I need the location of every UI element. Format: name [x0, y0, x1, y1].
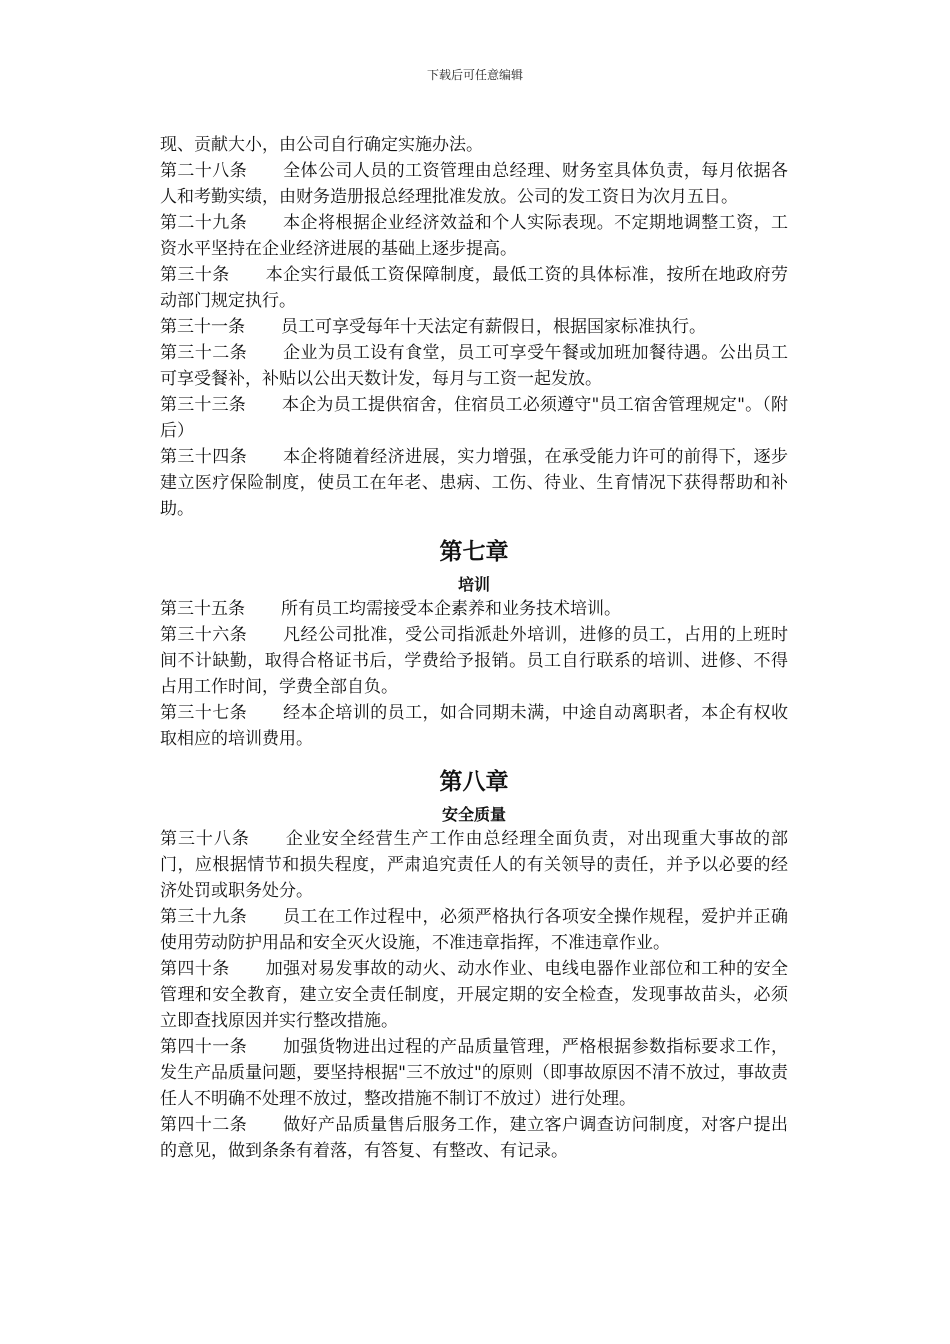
article-number: 第三十八条 [160, 829, 250, 849]
chapter-8-section-title: 安全质量 [441, 805, 506, 824]
article-text: 全体公司人员的工资管理由总经理、财务室具体负责，每月依据各人和考勤实绩，由财务造册报总经理批准发放。公司的发工资日为次月五日。 [160, 161, 789, 207]
article-42 [160, 1112, 788, 1164]
chapter-7-section-title: 培训 [457, 575, 490, 594]
article-text: 员工可享受每年十天法定有薪假日，根据国家标准执行。 [281, 317, 706, 337]
article-number: 第三十条 [160, 265, 230, 285]
article-28 [160, 158, 788, 210]
article-number: 第三十五条 [160, 599, 245, 619]
article-41 [160, 1034, 788, 1112]
article-text: 企业为员工设有食堂，员工可享受午餐或加班加餐待遇。公出员工可享受餐补，补贴以公出天数计发，每月与工资一起发放。 [160, 343, 789, 389]
header-note: 下载后可任意编辑 [426, 68, 523, 82]
article-text: 做好产品质量售后服务工作，建立客户调查访问制度，对客户提出的意见，做到条条有着落，有答复、有整改、有记录。 [160, 1115, 789, 1161]
article-text: 凡经公司批准，受公司指派赴外培训，进修的员工，占用的上班时间不计缺勤，取得合格证书后，学费给予报销。员工自行联系的培训、进修、不得占用工作时间，学费全部自负。 [160, 625, 789, 697]
article-33 [160, 392, 788, 444]
article-text: 所有员工均需接受本企素养和业务技术培训。 [281, 599, 621, 619]
article-30 [160, 262, 788, 314]
article-number: 第三十一条 [160, 317, 245, 337]
article-number: 第四十二条 [160, 1115, 248, 1135]
article-number: 第四十条 [160, 959, 230, 979]
article-number: 第三十三条 [160, 395, 246, 415]
chapter-7-title: 第七章 [439, 539, 509, 565]
article-text: 企业安全经营生产工作由总经理全面负责，对出现重大事故的部门，应根据情节和损失程度，严肃追究责任人的有关领导的责任，并予以必要的经济处罚或职务处分。 [160, 829, 788, 901]
article-number: 第二十九条 [160, 213, 248, 233]
article-40 [160, 956, 788, 1034]
article-text: 本企将根据企业经济效益和个人实际表现。不定期地调整工资，工资水平坚持在企业经济进展的基础上逐步提高。 [160, 213, 789, 259]
article-36 [160, 622, 788, 700]
article-38 [160, 826, 788, 904]
article-37 [160, 700, 788, 752]
article-39 [160, 904, 788, 956]
article-number: 第三十二条 [160, 343, 248, 363]
article-number: 第三十七条 [160, 703, 248, 723]
article-text: 员工在工作过程中，必须严格执行各项安全操作规程，爱护并正确使用劳动防护用品和安全灭火设施，不准违章指挥，不准违章作业。 [160, 907, 789, 953]
article-number: 第三十四条 [160, 447, 248, 467]
article-32 [160, 340, 788, 392]
document-body [160, 132, 788, 1164]
article-number: 第三十六条 [160, 625, 248, 645]
article-31 [160, 314, 788, 340]
article-number: 第二十八条 [160, 161, 248, 181]
article-text: 本企为员工提供宿舍，住宿员工必须遵守"员工宿舍管理规定"。（附后） [160, 395, 789, 441]
article-34 [160, 444, 788, 522]
intro-paragraph: 现、贡献大小，由公司自行确定实施办法。 [160, 135, 483, 155]
article-text: 经本企培训的员工，如合同期未满，中途自动离职者，本企有权收取相应的培训费用。 [160, 703, 789, 749]
article-text: 加强货物进出过程的产品质量管理，严格根据参数指标要求工作，发生产品质量问题，要坚持根据"三不放过"的原则（即事故原因不清不放过，事故责任人不明确不处理不放过，整改措施不制订不放过）进行处理。 [160, 1037, 789, 1109]
chapter-8-title: 第八章 [439, 769, 509, 795]
article-number: 第四十一条 [160, 1037, 248, 1057]
article-text: 加强对易发事故的动火、动水作业、电线电器作业部位和工种的安全管理和安全教育，建立安全责任制度，开展定期的安全检查，发现事故苗头，必须立即查找原因并实行整改措施。 [160, 959, 789, 1031]
article-35 [160, 596, 788, 622]
article-29 [160, 210, 788, 262]
article-text: 本企将随着经济进展，实力增强，在承受能力许可的前得下，逐步建立医疗保险制度，使员工在年老、患病、工伤、待业、生育情况下获得帮助和补助。 [160, 447, 789, 519]
article-number: 第三十九条 [160, 907, 248, 927]
article-text: 本企实行最低工资保障制度，最低工资的具体标准，按所在地政府劳动部门规定执行。 [160, 265, 789, 311]
